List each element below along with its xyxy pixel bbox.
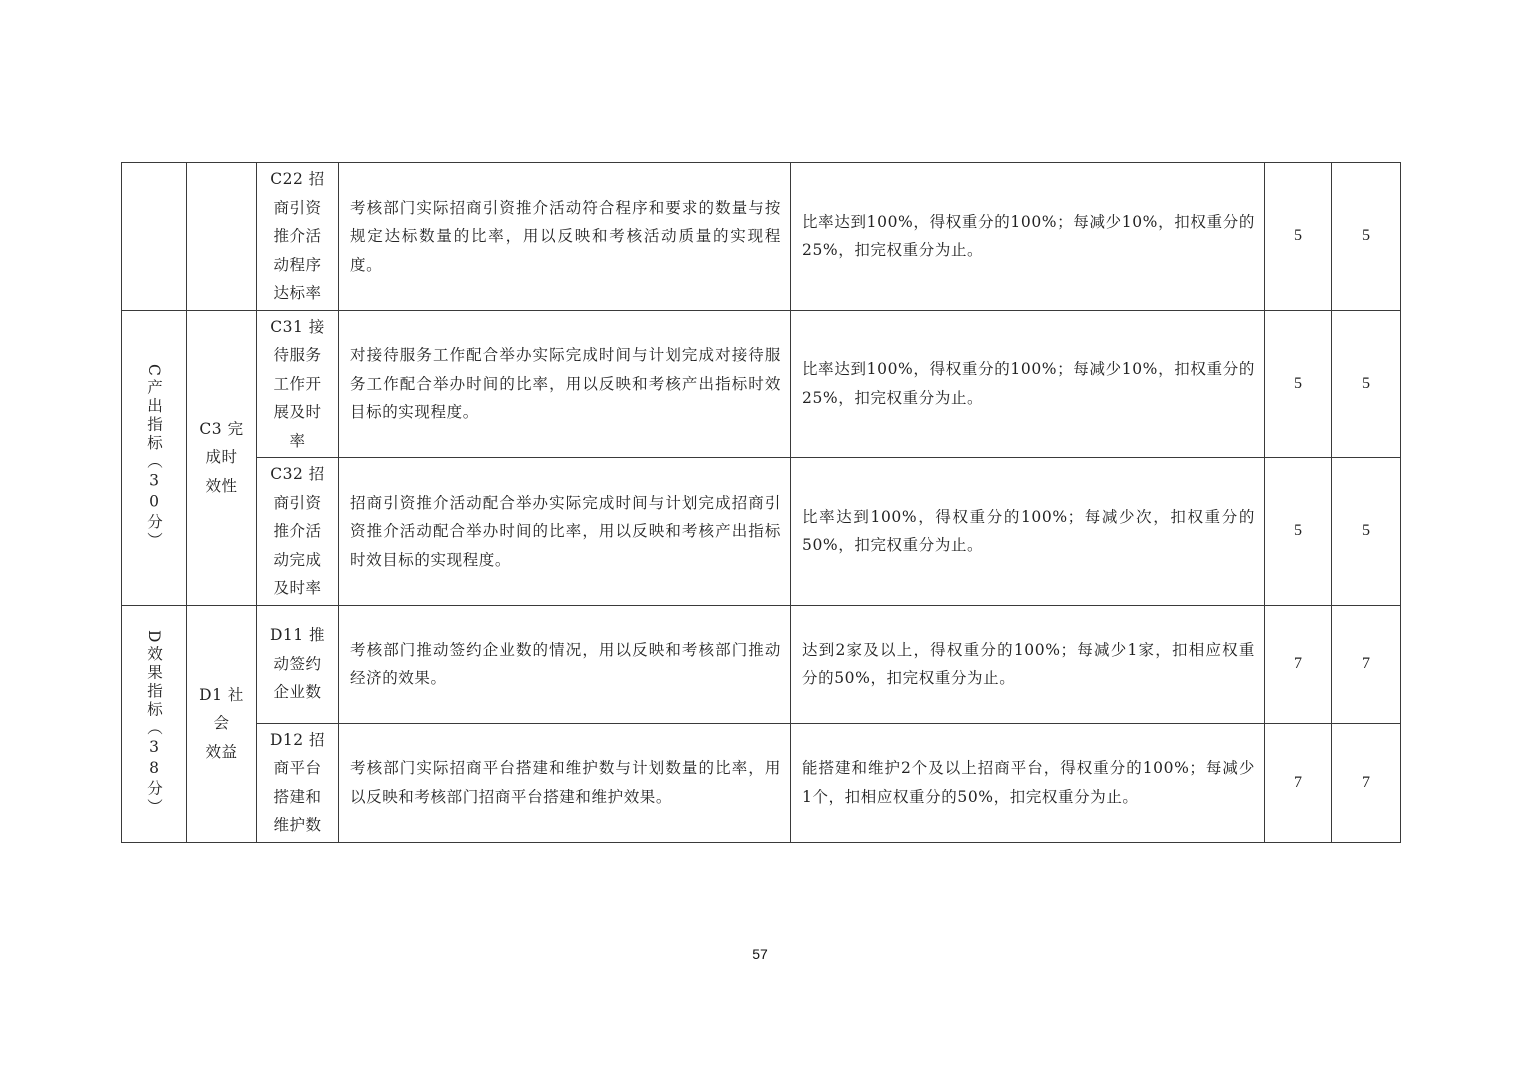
table-row bbox=[122, 723, 1401, 842]
scoring-rule: 比率达到100%，得权重分的100%；每减少10%，扣权重分的25%，扣完权重分为止。 bbox=[791, 163, 1265, 311]
category-d-cell bbox=[122, 605, 187, 842]
table-row bbox=[122, 163, 1401, 311]
category-c-label: C产出指标（30分） bbox=[145, 364, 163, 551]
scoring-rule: 达到2家及以上，得权重分的100%；每减少1家，扣相应权重分的50%，扣完权重分为止。 bbox=[791, 605, 1265, 723]
indicator-description: 考核部门实际招商引资推介活动符合程序和要求的数量与按规定达标数量的比率，用以反映和考核活动质量的实现程度。 bbox=[339, 163, 791, 311]
indicator-description: 考核部门实际招商平台搭建和维护数与计划数量的比率，用以反映和考核部门招商平台搭建和维护效果。 bbox=[339, 723, 791, 842]
category-d-label: D效果指标（38分） bbox=[145, 630, 163, 817]
indicator-description: 招商引资推介活动配合举办实际完成时间与计划完成招商引资推介活动配合举办时间的比率，用以反映和考核产出指标时效目标的实现程度。 bbox=[339, 458, 791, 606]
level3-indicator: C31 接 待服务 工作开 展及时 率 bbox=[257, 310, 339, 458]
level2-cell-empty bbox=[187, 163, 257, 311]
scoring-rule: 能搭建和维护2个及以上招商平台，得权重分的100%；每减少1个，扣相应权重分的50%，扣完权重分为止。 bbox=[791, 723, 1265, 842]
scoring-rule: 比率达到100%，得权重分的100%；每减少次，扣权重分的50%，扣完权重分为止。 bbox=[791, 458, 1265, 606]
weight-value: 7 bbox=[1265, 605, 1332, 723]
performance-indicator-table bbox=[121, 162, 1401, 843]
page-number: 57 bbox=[752, 946, 768, 962]
score-value: 5 bbox=[1332, 310, 1401, 458]
category-c-cell bbox=[122, 310, 187, 605]
subcategory-d1: D1 社 会 效益 bbox=[187, 605, 257, 842]
weight-value: 5 bbox=[1265, 458, 1332, 606]
subcategory-c3: C3 完 成时 效性 bbox=[187, 310, 257, 605]
score-value: 7 bbox=[1332, 605, 1401, 723]
indicator-description: 对接待服务工作配合举办实际完成时间与计划完成对接待服务工作配合举办时间的比率，用以反映和考核产出指标时效目标的实现程度。 bbox=[339, 310, 791, 458]
score-value: 5 bbox=[1332, 458, 1401, 606]
level1-cell-empty bbox=[122, 163, 187, 311]
weight-value: 5 bbox=[1265, 163, 1332, 311]
level3-indicator: C22 招 商引资 推介活 动程序 达标率 bbox=[257, 163, 339, 311]
score-value: 7 bbox=[1332, 723, 1401, 842]
scoring-rule: 比率达到100%，得权重分的100%；每减少10%，扣权重分的25%，扣完权重分为止。 bbox=[791, 310, 1265, 458]
indicator-description: 考核部门推动签约企业数的情况，用以反映和考核部门推动经济的效果。 bbox=[339, 605, 791, 723]
weight-value: 7 bbox=[1265, 723, 1332, 842]
table-row bbox=[122, 605, 1401, 723]
level3-indicator: C32 招 商引资 推介活 动完成 及时率 bbox=[257, 458, 339, 606]
table-row bbox=[122, 310, 1401, 458]
weight-value: 5 bbox=[1265, 310, 1332, 458]
table-row bbox=[122, 458, 1401, 606]
score-value: 5 bbox=[1332, 163, 1401, 311]
level3-indicator: D12 招 商平台 搭建和 维护数 bbox=[257, 723, 339, 842]
level3-indicator: D11 推 动签约 企业数 bbox=[257, 605, 339, 723]
